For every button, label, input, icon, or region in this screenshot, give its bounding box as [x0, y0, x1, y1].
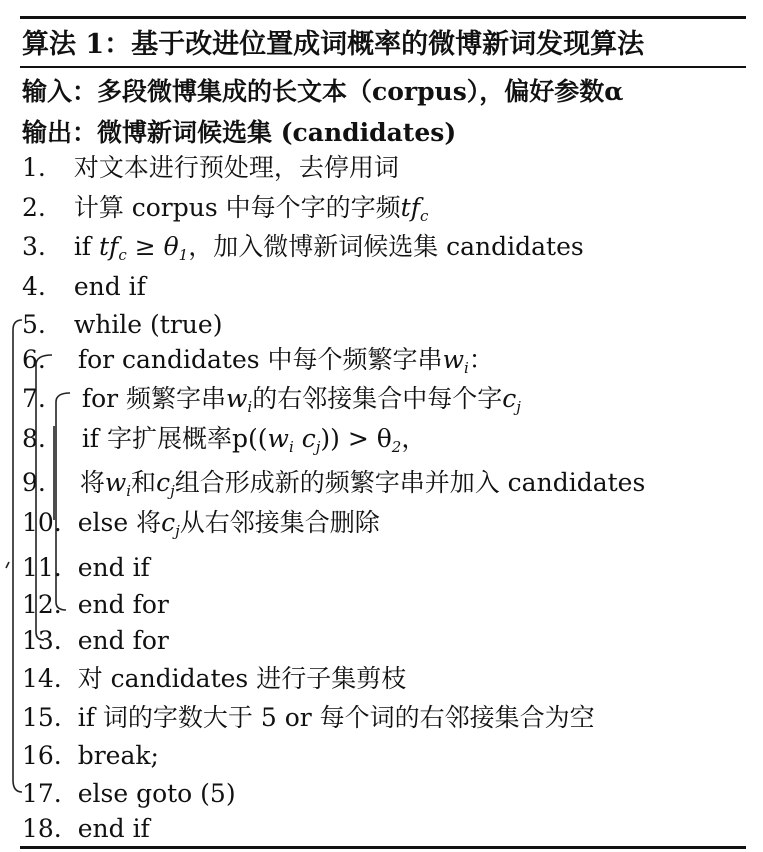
step-text: end if: [73, 272, 146, 301]
threshold-subscript: 1: [178, 246, 189, 264]
step-number: 11.: [22, 553, 62, 582]
outer-for-bracket: [36, 355, 52, 640]
step-number: 17.: [22, 779, 62, 808]
threshold-symbol: ≥ θ: [134, 232, 179, 261]
step-text: ，加入微博新词候选集 candidates: [188, 232, 584, 261]
var-subscript: i: [126, 482, 132, 500]
step-number: 9.: [22, 468, 46, 497]
step-text: if 字扩展概率p((: [81, 424, 268, 453]
algorithm-title: 算法 1：基于改进位置成词概率的微博新词发现算法: [22, 29, 645, 60]
step-text: break;: [77, 741, 159, 770]
step-number: 10.: [22, 508, 62, 537]
var-w: w: [226, 384, 248, 413]
step-text: end if: [77, 814, 150, 843]
step-text-mid: 和: [131, 468, 157, 497]
step-text: 计算 corpus 中每个字的字频: [73, 193, 401, 222]
step-keyword: if: [73, 232, 92, 261]
var-c: c: [161, 508, 176, 537]
step-text-post: 从右邻接集合删除: [179, 508, 380, 537]
tick-mark: [6, 562, 9, 568]
step-number: 12.: [22, 590, 62, 619]
step-text: end for: [77, 626, 169, 655]
step-number: 1.: [22, 153, 46, 182]
step-text: if 词的字数大于 5 or 每个词的右邻接集合为空: [77, 703, 595, 732]
step-punct: ：: [468, 345, 494, 374]
step-text: while (true): [73, 310, 223, 339]
var-w: w: [442, 345, 464, 374]
step-number: 14.: [22, 664, 62, 693]
step-number: 13.: [22, 626, 62, 655]
step-text: else goto (5): [77, 779, 236, 808]
var-w: w: [104, 468, 127, 497]
output-line: 输出：微博新词候选集 (candidates): [22, 118, 457, 147]
var-subscript: j: [516, 398, 521, 416]
input-line: 输入：多段微博集成的长文本（corpus），偏好参数α: [22, 77, 624, 106]
step-number: 4.: [22, 272, 46, 301]
var-c: c: [502, 384, 517, 413]
step-text: for candidates 中每个频繁字串: [77, 345, 443, 374]
step-punct: ，: [401, 424, 427, 453]
var-subscript: j: [175, 522, 180, 540]
tf-symbol: tf: [99, 232, 119, 261]
threshold-subscript: 2: [391, 438, 402, 456]
step-text: else 将: [77, 508, 162, 537]
step-text: 将: [79, 468, 105, 497]
step-text: 对文本进行预处理，去停用词: [73, 153, 399, 182]
var-subscript: i: [288, 438, 294, 456]
step-number: 6.: [22, 345, 46, 374]
var-subscript: i: [247, 398, 253, 416]
step-text-post: )) > θ: [320, 424, 392, 453]
tf-subscript: c: [118, 246, 127, 264]
step-number: 3.: [22, 232, 46, 261]
step-number: 7.: [22, 384, 46, 413]
step-number: 5.: [22, 310, 46, 339]
step-number: 18.: [22, 814, 62, 843]
step-number: 8.: [22, 424, 46, 453]
var-c: c: [156, 468, 171, 497]
var-subscript: j: [315, 438, 321, 456]
step-text: for 频繁字串: [81, 384, 227, 413]
step-number: 16.: [22, 741, 62, 770]
step-text: end if: [77, 553, 150, 582]
step-text: 对 candidates 进行子集剪枝: [77, 664, 407, 693]
step-text-mid: 的右邻接集合中每个字: [252, 384, 503, 413]
var-subscript: j: [170, 482, 175, 500]
var-w: w: [267, 424, 289, 453]
step-text-post: 组合形成新的频繁字串并加入 candidates: [174, 468, 646, 497]
step-number: 15.: [22, 703, 62, 732]
step-number: 2.: [22, 193, 46, 222]
var-subscript: i: [463, 359, 469, 377]
tf-subscript: c: [419, 207, 429, 225]
step-text: end for: [77, 590, 169, 619]
while-loop-bracket: [13, 320, 22, 792]
tf-symbol: tf: [400, 193, 420, 222]
var-c: c: [293, 424, 316, 453]
inner-for-bracket: [56, 393, 70, 610]
